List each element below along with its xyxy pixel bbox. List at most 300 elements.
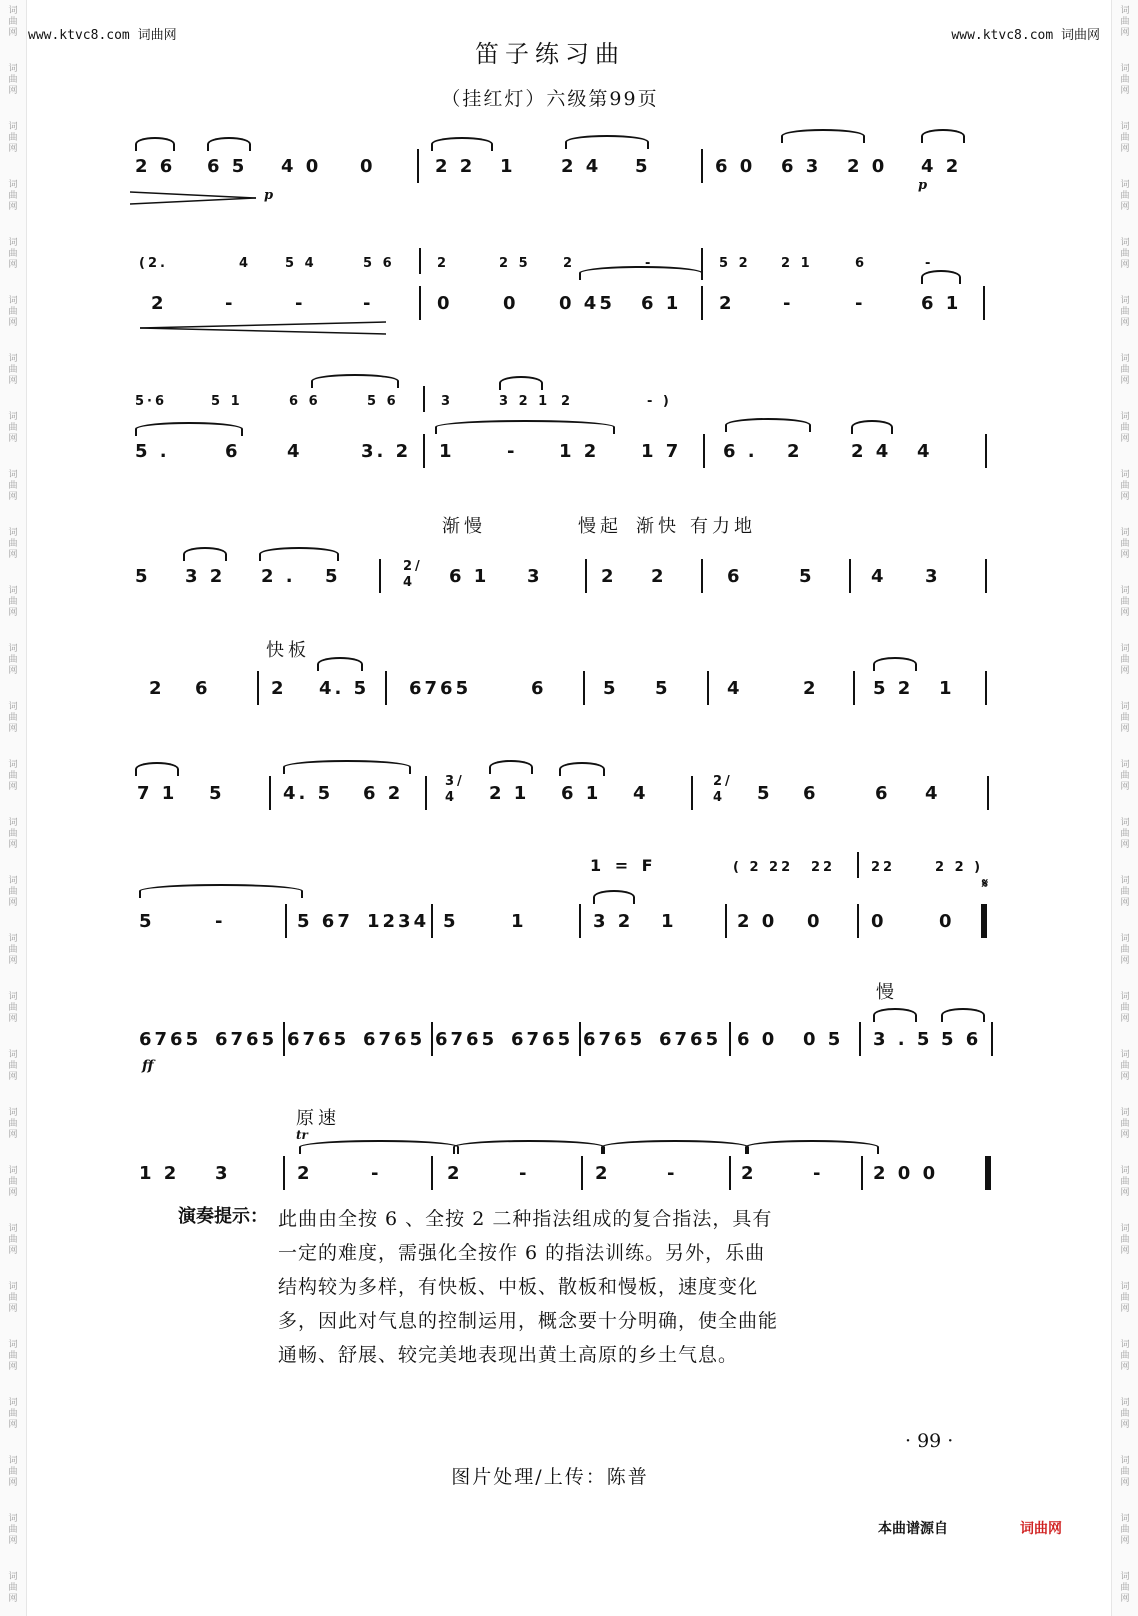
note-group: 5 67 bbox=[297, 911, 353, 932]
barline bbox=[257, 671, 259, 705]
tempo-label-a-tempo: 原速 bbox=[296, 1108, 340, 1129]
edge-watermark-text: 词 曲 网 bbox=[1120, 1572, 1130, 1604]
score-row-5 bbox=[135, 677, 1000, 707]
note-group: - bbox=[225, 293, 236, 314]
time-signature: 3/4 bbox=[445, 774, 465, 805]
barline bbox=[423, 386, 425, 412]
note-group: 4 0 bbox=[281, 156, 322, 177]
note-group: 6 6 bbox=[289, 394, 321, 409]
note-group: 5 6 bbox=[367, 394, 399, 409]
note-group: 5 bbox=[603, 678, 619, 699]
edge-watermark-text: 词 曲 网 bbox=[1120, 760, 1130, 792]
edge-watermark-text: 词 曲 网 bbox=[8, 1340, 18, 1372]
note-group: 2 bbox=[297, 1163, 313, 1184]
edge-watermark-text: 词 曲 网 bbox=[8, 354, 18, 386]
left-watermark-strip bbox=[0, 0, 27, 1616]
edge-watermark-text: 词 曲 网 bbox=[1120, 1282, 1130, 1314]
edge-watermark-text: 词 曲 网 bbox=[8, 1398, 18, 1430]
note-group: 5 bbox=[635, 156, 651, 177]
note-group: 1 bbox=[511, 911, 527, 932]
note-group: 1 2 bbox=[559, 441, 600, 462]
note-group: 3 2 1 bbox=[499, 394, 551, 409]
note-group: 6 bbox=[195, 678, 211, 699]
note-group: 0 5 bbox=[803, 1029, 844, 1050]
barline bbox=[701, 149, 703, 183]
note-group: 5 2 bbox=[873, 678, 914, 699]
edge-watermark-text: 词 曲 网 bbox=[8, 644, 18, 676]
note-group: 5 bbox=[139, 911, 155, 932]
edge-watermark-text: 词 曲 网 bbox=[1120, 238, 1130, 270]
note-group: 5 2 bbox=[719, 256, 751, 271]
slur bbox=[317, 657, 363, 671]
decrescendo-hairpin bbox=[130, 188, 260, 208]
barline bbox=[703, 434, 705, 468]
note-group: 6 0 bbox=[715, 156, 756, 177]
barline bbox=[385, 671, 387, 705]
note-group: 1 bbox=[439, 441, 455, 462]
note-group: 6 3 bbox=[781, 156, 822, 177]
barline bbox=[579, 904, 581, 938]
barline bbox=[691, 776, 693, 810]
note-group: 2 bbox=[561, 394, 574, 409]
note-group: 22 bbox=[811, 860, 836, 875]
note-group: 0 bbox=[871, 911, 887, 932]
slur bbox=[941, 1008, 985, 1022]
barline bbox=[857, 852, 859, 878]
page-subtitle: （挂红灯）六级第99页 bbox=[441, 88, 659, 110]
edge-watermark-text: 词 曲 网 bbox=[8, 122, 18, 154]
edge-watermark-text: 词 曲 网 bbox=[8, 180, 18, 212]
note-group: 3 2 bbox=[185, 566, 226, 587]
barline bbox=[701, 248, 703, 274]
edge-watermark-text: 词 曲 网 bbox=[1120, 470, 1130, 502]
note-group: 6 1 bbox=[641, 293, 682, 314]
slur bbox=[851, 420, 893, 434]
note-group: - bbox=[371, 1163, 382, 1184]
note-group: 2 5 bbox=[499, 256, 531, 271]
note-group: 2 bbox=[651, 566, 667, 587]
slur bbox=[139, 884, 303, 898]
note-group: 2 bbox=[741, 1163, 757, 1184]
page-title: 笛子练习曲 bbox=[475, 40, 625, 68]
barline bbox=[861, 1156, 863, 1190]
note-group: 5 bbox=[209, 783, 225, 804]
note-group: 3 bbox=[215, 1163, 231, 1184]
note-group: (2. bbox=[139, 256, 168, 271]
slur bbox=[559, 762, 605, 776]
note-group: 2 2 bbox=[435, 156, 476, 177]
tempo-label-slow-start: 慢起 bbox=[578, 516, 622, 537]
note-group: 4 bbox=[239, 256, 252, 271]
note-group: 6765 bbox=[215, 1029, 278, 1050]
source-label: 本曲谱源自 bbox=[878, 1521, 948, 1537]
dynamic-p: p bbox=[264, 188, 274, 203]
note-group: - bbox=[925, 256, 934, 271]
tempo-label-allegro: 快板 bbox=[266, 640, 310, 661]
slur bbox=[489, 760, 533, 774]
edge-watermark-text: 词 曲 网 bbox=[8, 296, 18, 328]
edge-watermark-text: 词 曲 网 bbox=[8, 1514, 18, 1546]
barline bbox=[419, 248, 421, 274]
right-watermark-strip bbox=[1111, 0, 1138, 1616]
note-group: 6765 bbox=[139, 1029, 202, 1050]
note-group: 0 bbox=[807, 911, 823, 932]
edge-watermark-text: 词 曲 网 bbox=[1120, 1340, 1130, 1372]
edge-watermark-text: 词 曲 网 bbox=[8, 586, 18, 618]
slur bbox=[135, 422, 243, 436]
final-barline bbox=[985, 1156, 991, 1190]
note-group: 6 1 bbox=[921, 293, 962, 314]
note-group: 1 2 bbox=[139, 1163, 180, 1184]
slur bbox=[579, 266, 703, 280]
slur bbox=[873, 1008, 917, 1022]
barline bbox=[417, 149, 419, 183]
score-row-3-upper bbox=[135, 390, 1000, 420]
barline bbox=[985, 434, 987, 468]
note-group: 0 bbox=[939, 911, 955, 932]
note-group: - bbox=[363, 293, 374, 314]
edge-watermark-text: 词 曲 网 bbox=[8, 1108, 18, 1140]
edge-watermark-text: 词 曲 网 bbox=[8, 760, 18, 792]
score-row-2-upper bbox=[135, 252, 1000, 282]
dynamic-p: p bbox=[918, 178, 928, 193]
note-group: 6 bbox=[727, 566, 743, 587]
edge-watermark-text: 词 曲 网 bbox=[1120, 1050, 1130, 1082]
tempo-label-accel: 渐快 bbox=[636, 516, 680, 537]
score-row-9 bbox=[135, 1162, 1000, 1192]
note-group: 6 bbox=[855, 256, 868, 271]
barline bbox=[269, 776, 271, 810]
barline bbox=[431, 1156, 433, 1190]
note-group: 2 bbox=[719, 293, 735, 314]
note-group: - bbox=[215, 911, 226, 932]
segno-sign: 𝄋 bbox=[982, 876, 989, 892]
slur bbox=[745, 1140, 879, 1154]
note-group: 6765 bbox=[583, 1029, 646, 1050]
score-row-1 bbox=[135, 155, 1000, 185]
edge-watermark-text: 词 曲 网 bbox=[8, 1166, 18, 1198]
note-group: 1234 bbox=[367, 911, 430, 932]
note-group: 2 0 bbox=[847, 156, 888, 177]
score-row-3-lower bbox=[135, 440, 1000, 470]
edge-watermark-text: 词 曲 网 bbox=[1120, 934, 1130, 966]
edge-watermark-text: 词 曲 网 bbox=[8, 702, 18, 734]
note-group: 6765 bbox=[409, 678, 472, 699]
note-group: 2 bbox=[563, 256, 576, 271]
note-group: 4 bbox=[633, 783, 649, 804]
note-group: 6 bbox=[875, 783, 891, 804]
slur bbox=[565, 135, 649, 149]
barline bbox=[985, 559, 987, 593]
page-number: · 99 · bbox=[905, 1430, 954, 1452]
note-group: 7 1 bbox=[137, 783, 178, 804]
key-signature: 1 = F bbox=[590, 856, 657, 875]
note-group: 2 6 bbox=[135, 156, 176, 177]
note-group: 2 bbox=[151, 293, 167, 314]
slur bbox=[725, 418, 811, 432]
edge-watermark-text: 词 曲 网 bbox=[1120, 180, 1130, 212]
barline bbox=[379, 559, 381, 593]
score-row-7 bbox=[135, 910, 1000, 940]
edge-watermark-text: 词 曲 网 bbox=[1120, 702, 1130, 734]
note-group: - bbox=[507, 441, 518, 462]
note-group: 4 bbox=[727, 678, 743, 699]
note-group: 6765 bbox=[287, 1029, 350, 1050]
edge-watermark-text: 词 曲 网 bbox=[8, 1282, 18, 1314]
note-group: 4. 5 bbox=[283, 783, 334, 804]
barline bbox=[859, 1022, 861, 1056]
note-group: 2 0 bbox=[737, 911, 778, 932]
slur bbox=[283, 760, 411, 774]
note-group: - bbox=[667, 1163, 678, 1184]
edge-watermark-text: 词 曲 网 bbox=[8, 992, 18, 1024]
barline bbox=[707, 671, 709, 705]
note-group: 5 bbox=[655, 678, 671, 699]
slur bbox=[453, 1140, 605, 1154]
barline bbox=[431, 904, 433, 938]
crescendo-hairpin bbox=[140, 320, 390, 336]
dynamic-ff: ff bbox=[142, 1058, 154, 1074]
edge-watermark-text: 词 曲 网 bbox=[1120, 122, 1130, 154]
edge-watermark-text: 词 曲 网 bbox=[8, 876, 18, 908]
edge-watermark-text: 词 曲 网 bbox=[8, 470, 18, 502]
note-group: 2 1 bbox=[781, 256, 813, 271]
note-group: 2 . bbox=[261, 566, 296, 587]
note-group: 2 bbox=[447, 1163, 463, 1184]
note-group: 6 bbox=[225, 441, 241, 462]
barline bbox=[579, 1022, 581, 1056]
edge-watermark-text: 词 曲 网 bbox=[8, 238, 18, 270]
edge-watermark-text: 词 曲 网 bbox=[1120, 586, 1130, 618]
score-row-4 bbox=[135, 559, 1000, 595]
note-group: 4 bbox=[871, 566, 887, 587]
note-group: 4 bbox=[917, 441, 933, 462]
tempo-label-forceful: 有力地 bbox=[690, 516, 756, 537]
note-group: 5·6 bbox=[135, 394, 168, 409]
barline bbox=[583, 671, 585, 705]
note-group: 5 . bbox=[135, 441, 170, 462]
edge-watermark-text: 词 曲 网 bbox=[1120, 1456, 1130, 1488]
note-group: 2 4 bbox=[561, 156, 602, 177]
edge-watermark-text: 词 曲 网 bbox=[1120, 876, 1130, 908]
tips-body: 此曲由全按 6 、全按 2 二种指法组成的复合指法，具有一定的难度，需强化全按作 6 的指法训练。另外，乐曲结构较为多样，有快板、中板、散板和慢板，速度变化多，因此对气息的控制运用，概念要十分明确，使全曲能通畅、舒展、较完美地表现出黄土高原的乡土气息。 bbox=[278, 1208, 779, 1366]
barline bbox=[857, 904, 859, 938]
slur bbox=[207, 137, 251, 151]
note-group: 2 1 bbox=[489, 783, 530, 804]
edge-watermark-text: 词 曲 网 bbox=[1120, 992, 1130, 1024]
edge-watermark-text: 词 曲 网 bbox=[1120, 1398, 1130, 1430]
note-group: 5 bbox=[325, 566, 341, 587]
note-group: 3. 2 bbox=[361, 441, 412, 462]
slur bbox=[431, 137, 493, 151]
note-group: 6 bbox=[531, 678, 547, 699]
note-group: 6 2 bbox=[363, 783, 404, 804]
note-group: - bbox=[855, 293, 866, 314]
note-group: 2 bbox=[271, 678, 287, 699]
note-group: 4 bbox=[287, 441, 303, 462]
note-group: 6 bbox=[803, 783, 819, 804]
note-group: - bbox=[783, 293, 794, 314]
note-group: 5 6 bbox=[941, 1029, 982, 1050]
barline bbox=[585, 559, 587, 593]
edge-watermark-text: 词 曲 网 bbox=[8, 64, 18, 96]
note-group: 5 1 bbox=[211, 394, 243, 409]
note-group: 3 . 5 bbox=[873, 1029, 933, 1050]
note-group: 2 4 bbox=[851, 441, 892, 462]
edge-watermark-text: 词 曲 网 bbox=[1120, 412, 1130, 444]
slur bbox=[781, 129, 865, 143]
note-group: 3 bbox=[925, 566, 941, 587]
barline bbox=[701, 559, 703, 593]
slur bbox=[873, 657, 917, 671]
note-group: 2 bbox=[803, 678, 819, 699]
note-group: 22 bbox=[871, 860, 896, 875]
edge-watermark-text: 词 曲 网 bbox=[8, 1224, 18, 1256]
slur bbox=[601, 1140, 749, 1154]
note-group: 6765 bbox=[435, 1029, 498, 1050]
slur bbox=[435, 420, 615, 434]
note-group: - bbox=[519, 1163, 530, 1184]
note-group: 4 bbox=[925, 783, 941, 804]
edge-watermark-text: 词 曲 网 bbox=[1120, 1108, 1130, 1140]
edge-watermark-text: 词 曲 网 bbox=[1120, 64, 1130, 96]
note-group: 6765 bbox=[363, 1029, 426, 1050]
barline bbox=[725, 904, 727, 938]
slur bbox=[921, 129, 965, 143]
note-group: 2 0 0 bbox=[873, 1163, 939, 1184]
edge-watermark-text: 词 曲 网 bbox=[1120, 1166, 1130, 1198]
edge-watermark-text: 词 曲 网 bbox=[1120, 296, 1130, 328]
edge-watermark-text: 词 曲 网 bbox=[8, 934, 18, 966]
note-group: 1 bbox=[500, 156, 516, 177]
note-group: 4. 5 bbox=[319, 678, 370, 699]
note-group: 6765 bbox=[511, 1029, 574, 1050]
note-group: 6 1 bbox=[449, 566, 490, 587]
note-group: 3 bbox=[527, 566, 543, 587]
note-group: 1 bbox=[661, 911, 677, 932]
score-row-8 bbox=[135, 1028, 1000, 1058]
note-group: 0 bbox=[503, 293, 519, 314]
note-group: 2 2 ) bbox=[935, 860, 984, 875]
note-group: 2 bbox=[601, 566, 617, 587]
barline bbox=[985, 671, 987, 705]
note-group: 5 bbox=[799, 566, 815, 587]
note-group: 1 7 bbox=[641, 441, 682, 462]
time-signature: 2/4 bbox=[403, 559, 423, 590]
barline bbox=[849, 559, 851, 593]
edge-watermark-text: 词 曲 网 bbox=[8, 1050, 18, 1082]
header-site-right[interactable]: www.ktvc8.com 词曲网 bbox=[951, 28, 1100, 43]
edge-watermark-text: 词 曲 网 bbox=[1120, 644, 1130, 676]
edge-watermark-text: 词 曲 网 bbox=[8, 1572, 18, 1604]
slur bbox=[259, 547, 339, 561]
note-group: 5 bbox=[135, 566, 151, 587]
source-site-link[interactable]: 词曲网 bbox=[1020, 1521, 1062, 1537]
note-group: 5 4 bbox=[285, 256, 317, 271]
note-group: 6765 bbox=[659, 1029, 722, 1050]
tempo-label-rit: 渐慢 bbox=[442, 516, 486, 537]
header-site-left[interactable]: www.ktvc8.com 词曲网 bbox=[28, 28, 177, 43]
note-group: - bbox=[645, 256, 654, 271]
edge-watermark-text: 词 曲 网 bbox=[8, 818, 18, 850]
edge-watermark-text: 词 曲 网 bbox=[8, 1456, 18, 1488]
note-group: 3 bbox=[441, 394, 454, 409]
edge-watermark-text: 词 曲 网 bbox=[1120, 6, 1130, 38]
note-group: 5 bbox=[443, 911, 459, 932]
edge-watermark-text: 词 曲 网 bbox=[8, 412, 18, 444]
barline bbox=[581, 1156, 583, 1190]
barline bbox=[419, 286, 421, 320]
barline bbox=[991, 1022, 993, 1056]
note-group: 3 2 bbox=[593, 911, 634, 932]
slur bbox=[183, 547, 227, 561]
note-group: 2 bbox=[787, 441, 803, 462]
note-group: 6 1 bbox=[561, 783, 602, 804]
edge-watermark-text: 词 曲 网 bbox=[8, 6, 18, 38]
note-group: 6 5 bbox=[207, 156, 248, 177]
barline bbox=[431, 1022, 433, 1056]
note-group: 0 bbox=[437, 293, 453, 314]
edge-watermark-text: 词 曲 网 bbox=[1120, 528, 1130, 560]
edge-watermark-text: 词 曲 网 bbox=[8, 528, 18, 560]
edge-watermark-text: 词 曲 网 bbox=[1120, 354, 1130, 386]
time-signature: 2/4 bbox=[713, 774, 733, 805]
slur bbox=[593, 890, 635, 904]
barline bbox=[729, 1156, 731, 1190]
note-group: 5 bbox=[757, 783, 773, 804]
barline bbox=[853, 671, 855, 705]
note-group: 6 . bbox=[723, 441, 758, 462]
note-group: ( 2 22 bbox=[733, 860, 794, 875]
note-group: 6 0 bbox=[737, 1029, 778, 1050]
note-group: - bbox=[295, 293, 306, 314]
note-group: 2 bbox=[595, 1163, 611, 1184]
barline bbox=[423, 434, 425, 468]
barline bbox=[729, 1022, 731, 1056]
score-row-7-upper bbox=[135, 856, 1000, 886]
barline bbox=[987, 776, 989, 810]
barline bbox=[701, 286, 703, 320]
barline bbox=[983, 286, 985, 320]
score-row-2-lower bbox=[135, 292, 1000, 322]
trill-mark: tr bbox=[296, 1128, 308, 1142]
note-group: - ) bbox=[647, 394, 672, 409]
note-group: 2 bbox=[437, 256, 450, 271]
tempo-label-slow: 慢 bbox=[876, 982, 898, 1003]
edge-watermark-text: 词 曲 网 bbox=[1120, 1514, 1130, 1546]
upload-credit: 图片处理/上传：陈普 bbox=[451, 1466, 649, 1488]
note-group: 0 45 bbox=[559, 293, 615, 314]
tips-heading: 演奏提示： bbox=[178, 1206, 268, 1227]
repeat-barline bbox=[981, 904, 987, 938]
edge-watermark-text: 词 曲 网 bbox=[1120, 1224, 1130, 1256]
note-group: 2 bbox=[149, 678, 165, 699]
barline bbox=[283, 1156, 285, 1190]
slur bbox=[135, 137, 175, 151]
note-group: 0 bbox=[360, 156, 376, 177]
slur bbox=[499, 376, 543, 390]
score-row-6 bbox=[135, 774, 1000, 812]
note-group: 5 6 bbox=[363, 256, 395, 271]
slur bbox=[299, 1140, 459, 1154]
barline bbox=[283, 1022, 285, 1056]
note-group: 1 bbox=[939, 678, 955, 699]
barline bbox=[425, 776, 427, 810]
slur bbox=[921, 270, 961, 284]
slur bbox=[311, 374, 399, 388]
note-group: - bbox=[813, 1163, 824, 1184]
slur bbox=[135, 762, 179, 776]
